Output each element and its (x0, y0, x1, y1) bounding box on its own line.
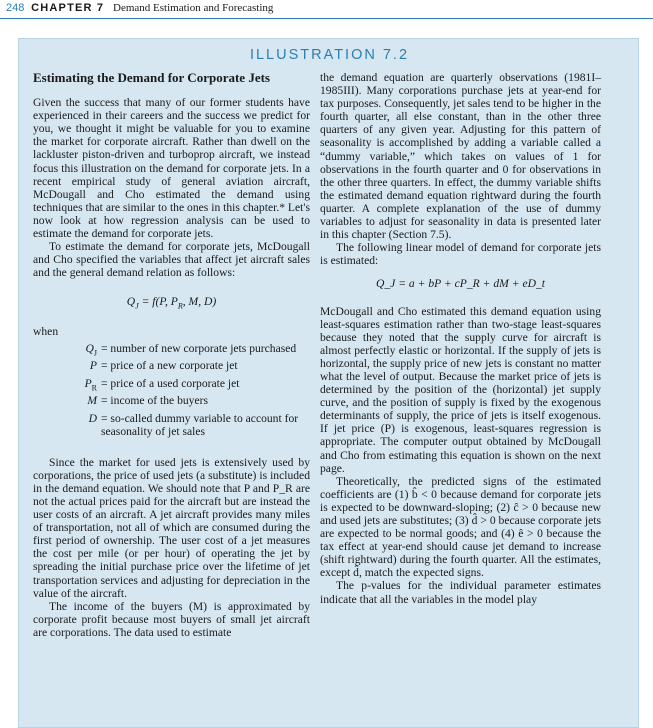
definition-row (33, 412, 310, 438)
def-subscript: R (91, 383, 97, 393)
def-text: = number of new corporate jets purchased (101, 341, 297, 355)
variable-definitions (33, 342, 310, 438)
right-paragraph-1: the demand equation are quarterly observations (1981I–1985III). Many corporations purchase jets at year-end for tax purposes. Consequently, jet sales tend to be higher in the fourth quarter, all else constant, than in the other three quarters of any given year. Adjusting for this pattern of seasonality is accomplished by adding a variable called a “dummy variable,” which takes on values of 1 for observations in the fourth quarter and 0 for observations in the other three quarters. In effect, the dummy variable shifts the estimated demand equation rightward during the fourth quarter. A complete explanation of the use of dummy variables to adjust for seasonality in data is presented later in this chapter (Section 7.5). (320, 71, 601, 242)
right-paragraph-5: The p-values for the individual parameter estimates indicate that all the variables in the model play (320, 579, 601, 606)
def-text: = price of a used corporate jet (101, 376, 240, 390)
right-paragraph-3: McDougall and Cho estimated this demand equation using least-squares estimation rather than two-stage least-squares because they noted that the supply curve for aircraft is almost perfectly elastic or horizontal. If the supply of jets is horizontal, the supply price of new jets is constant no matter what the level of output. Because the market price of jets is determined by the position of the (horizontal) jet supply curve, and the position of supply is fixed by the exogenous determinants of supply, the price of jets is itself exogenous. If jet price (P) is exogenous, least-squares regression is appropriate. The computer output obtained by McDougall and Cho from estimating this equation is shown on the next page. (320, 304, 601, 475)
running-header (6, 2, 273, 18)
chapter-title: Demand Estimation and Forecasting (113, 2, 274, 14)
eq1-sub2: R (177, 301, 183, 311)
definition-row (33, 342, 310, 359)
def-subscript: J (93, 348, 97, 358)
page-number: 248 (6, 2, 25, 14)
def-text: = so-called dummy variable to account for seasonality of jet sales (101, 411, 299, 438)
definition-row (33, 377, 310, 394)
left-paragraph-3: Since the market for used jets is extensively used by corporations, the price of used jets (a substitute) is included in the demand equation. We should note that P and P_R are not the actual prices paid for the aircraft but are instead the user costs of an aircraft. A jet aircraft provides many miles of transportation, not all of which are consumed during the first period of ownership. The user cost of a jet measures the cost per mile (or per hour) of operating the jet by spreading the initial purchase price over the lifetime of jet transportation services and adjusting for depreciation in the value of the aircraft. (33, 455, 310, 600)
left-column (33, 71, 310, 639)
eq1-sub: J (135, 301, 139, 311)
def-symbol: Q (85, 341, 94, 355)
eq1-part-b: , M, D) (182, 295, 217, 309)
right-paragraph-4: Theoretically, the predicted signs of the estimated coefficients are (1) b̂ < 0 because demand for corporate jets is expected to be downward-sloping; (2) ĉ > 0 because new and used jets are substitutes; (3) d̂ > 0 because corporate jets are expected to be normal goods; and (4) ê > 0 because the tax effect at year-end should cause jet demand to increase (shift rightward) during the fourth quarter. All the estimates, except d̂, match the expected signs. (320, 474, 601, 580)
illustration-heading: Estimating the Demand for Corporate Jets (33, 70, 270, 85)
def-symbol: D (88, 411, 97, 425)
definition-row (33, 359, 310, 376)
def-text: = price of a new corporate jet (101, 359, 238, 373)
eq1-part-a: = f(P, P (138, 295, 178, 309)
def-symbol: P (89, 359, 97, 373)
right-column (320, 71, 601, 606)
definition-row (33, 394, 310, 411)
illustration-label: ILLUSTRATION 7.2 (249, 47, 410, 63)
left-paragraph-4: The income of the buyers (M) is approximated by corporate profit because most buyers of small jet aircraft are corporations. The data used to estimate (33, 599, 310, 639)
def-symbol: P (84, 376, 92, 390)
left-paragraph-1: Given the success that many of our former students have experienced in their careers and the success we predict for you, we thought it might be valuable for you to examine the market for corporate aircraft. Rather than dwell on the lackluster piston-driven and turboprop aircraft, we instead focus this illustration on the demand for corporate jets. In a recent empirical study of general aviation aircraft, McDougall and Cho estimated the demand using techniques that are similar to the ones in this chapter.* Let's now look at how regression analysis can be used to estimate the demand for corporate jets. (33, 96, 310, 241)
def-symbol: M (87, 394, 97, 408)
when-label: when (33, 324, 59, 338)
linear-model-equation: Q_J = a + bP + cP_R + dM + eD_t (376, 277, 545, 291)
right-paragraph-2: The following linear model of demand for corporate jets is estimated: (320, 241, 601, 268)
demand-relation-equation (33, 295, 310, 312)
left-paragraph-2: To estimate the demand for corporate jets, McDougall and Cho specified the variables that affect jet aircraft sales and the general demand relation as follows: (33, 240, 310, 280)
illustration-box (18, 38, 639, 728)
def-text: = income of the buyers (101, 394, 208, 408)
chapter-label: CHAPTER 7 (31, 2, 105, 14)
eq1-lhs: Q (126, 295, 136, 309)
header-rule (0, 18, 653, 19)
